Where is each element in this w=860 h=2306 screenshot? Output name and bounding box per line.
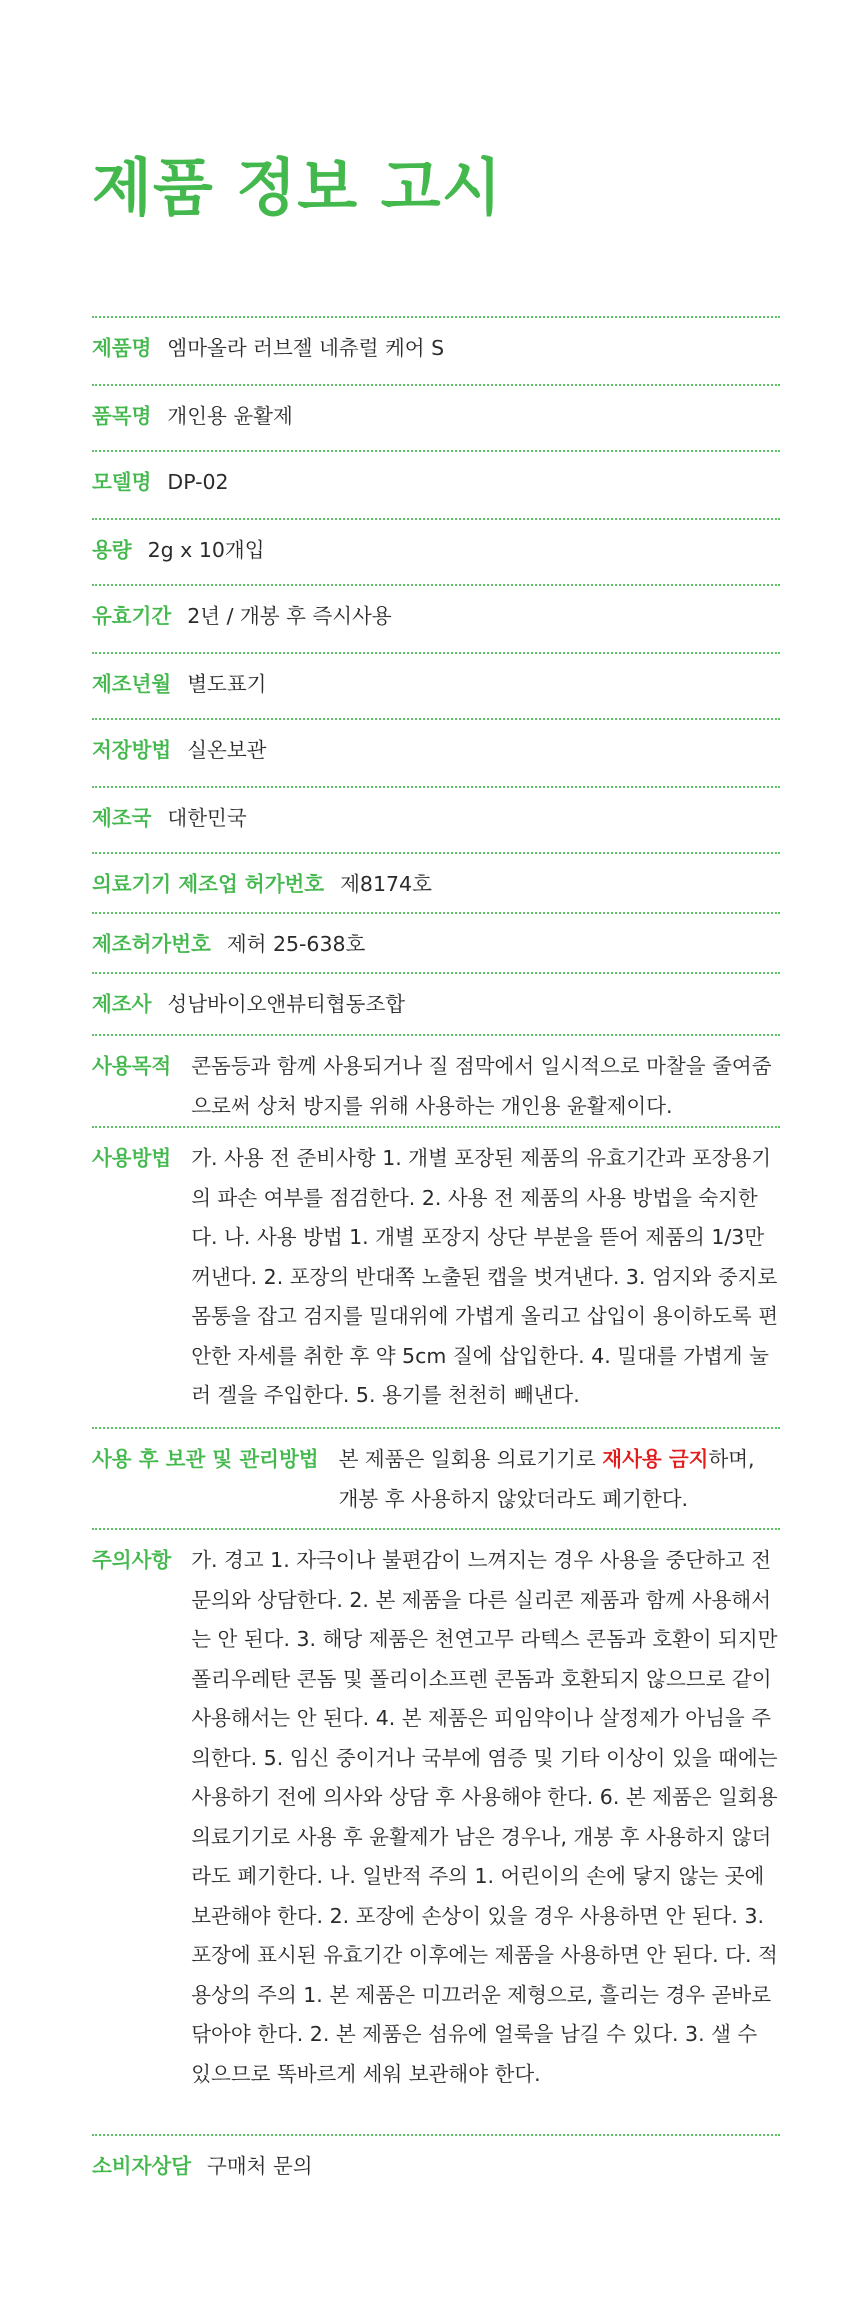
info-label: 의료기기 제조업 허가번호 <box>92 872 325 896</box>
info-label: 주의사항 <box>92 1548 172 1572</box>
info-row-storage <box>92 718 780 786</box>
info-value: 가. 사용 전 준비사항 1. 개별 포장된 제품의 유효기간과 포장용기의 파손 여부를 점검한다. 2. 사용 전 제품의 사용 방법을 숙지한다. 나. 사용 방법 1. 개별 포장지 상단 부분을 뜯어 제품의 1/3만 꺼낸다. 2. 포장의 반대쪽 노출된 캡을 벗겨낸다. 3. 엄지와 중지로 몸통을 잡고 검지를 밀대위에 가볍게 올리고 삽입이 용이하도록 편안한 자세를 취한 후 약 5cm 질에 삽입한다. 4. 밀대를 가볍게 눌러 겔을 주입한다. 5. 용기를 천천히 빼낸다. <box>191 1146 779 1407</box>
info-row-item-name <box>92 384 780 450</box>
info-row-license-number <box>92 852 780 912</box>
info-row-consumer-service <box>92 2134 780 2194</box>
info-row-after-use <box>92 1427 780 1528</box>
info-row-model-name <box>92 450 780 518</box>
info-row-manufacturer <box>92 972 780 1034</box>
info-label: 제조사 <box>92 992 152 1016</box>
info-label: 사용목적 <box>92 1054 172 1078</box>
info-row-purpose <box>92 1034 780 1126</box>
info-label: 저장방법 <box>92 738 172 762</box>
info-label: 용량 <box>92 538 132 562</box>
info-label: 제조허가번호 <box>92 932 211 956</box>
info-value: 제허 25-638호 <box>226 932 366 956</box>
info-row-permit-number <box>92 912 780 972</box>
info-value: 개인용 윤활제 <box>167 404 293 428</box>
info-value: 성남바이오앤뷰티협동조합 <box>167 992 406 1016</box>
info-value: DP-02 <box>167 470 229 494</box>
info-label: 모델명 <box>92 470 152 494</box>
info-row-capacity <box>92 518 780 584</box>
info-label: 사용 후 보관 및 관리방법 <box>92 1447 319 1471</box>
info-value: 2g x 10개입 <box>147 538 265 562</box>
info-value: 별도표기 <box>187 672 267 696</box>
info-value: 2년 / 개봉 후 즉시사용 <box>187 604 392 628</box>
info-label: 사용방법 <box>92 1146 172 1170</box>
info-value: 가. 경고 1. 자극이나 불편감이 느껴지는 경우 사용을 중단하고 전문의와 상담한다. 2. 본 제품을 다른 실리콘 제품과 함께 사용해서는 안 된다. 3. 해당 제품은 천연고무 라텍스 콘돔과 호환이 되지만 폴리우레탄 콘돔 및 폴리이소프렌 콘돔과 호환되지 않으므로 같이 사용해서는 안 된다. 4. 본 제품은 피임약이나 살정제가 아님을 주의한다. 5. 임신 중이거나 국부에 염증 및 기타 이상이 있을 때에는 사용하기 전에 의사와 상담 후 사용해야 한다. 6. 본 제품은 일회용 의료기기로 사용 후 윤활제가 남은 경우나, 개봉 후 사용하지 않더라도 폐기한다. 나. 일반적 주의 1. 어린이의 손에 닿지 않는 곳에 보관해야 한다. 2. 포장에 손상이 있을 경우 사용하면 안 된다. 3. 포장에 표시된 유효기간 이후에는 제품을 사용하면 안 된다. 다. 적용상의 주의 1. 본 제품은 미끄러운 제형으로, 흘리는 경우 곧바로 닦아야 한다. 2. 본 제품은 섬유에 얼룩을 남길 수 있다. 3. 샐 수 있으므로 똑바르게 세워 보관해야 한다. <box>191 1548 778 2086</box>
info-row-manufacture-date <box>92 652 780 718</box>
info-row-usage <box>92 1126 780 1427</box>
info-row-precautions <box>92 1528 780 2134</box>
info-value: 구매처 문의 <box>207 2154 313 2178</box>
info-value <box>339 1440 780 1519</box>
info-label: 제조년월 <box>92 672 172 696</box>
info-row-product-name <box>92 316 780 384</box>
info-value: 제8174호 <box>340 872 432 896</box>
info-value: 콘돔등과 함께 사용되거나 질 점막에서 일시적으로 마찰을 줄여줌으로써 상처 방지를 위해 사용하는 개인용 윤활제이다. <box>191 1054 772 1118</box>
info-value: 엠마올라 러브젤 네츄럴 케어 S <box>167 336 445 360</box>
info-label: 소비자상담 <box>92 2154 192 2178</box>
page-title: 제품 정보 고시 <box>92 151 503 224</box>
no-reuse-warning: 재사용 금지 <box>602 1447 709 1471</box>
info-row-expiry <box>92 584 780 652</box>
after-use-text-after: 하며, 개봉 후 사용하지 않았더라도 폐기한다. <box>338 1447 755 1511</box>
after-use-text-before: 본 제품은 일회용 의료기기로 <box>338 1447 603 1471</box>
info-value: 실온보관 <box>187 738 267 762</box>
info-label: 품목명 <box>92 404 152 428</box>
info-label: 유효기간 <box>92 604 172 628</box>
info-value: 대한민국 <box>167 806 247 830</box>
product-info-list <box>92 316 780 2194</box>
info-label: 제조국 <box>92 806 152 830</box>
info-row-country <box>92 786 780 852</box>
info-label: 제품명 <box>92 336 152 360</box>
